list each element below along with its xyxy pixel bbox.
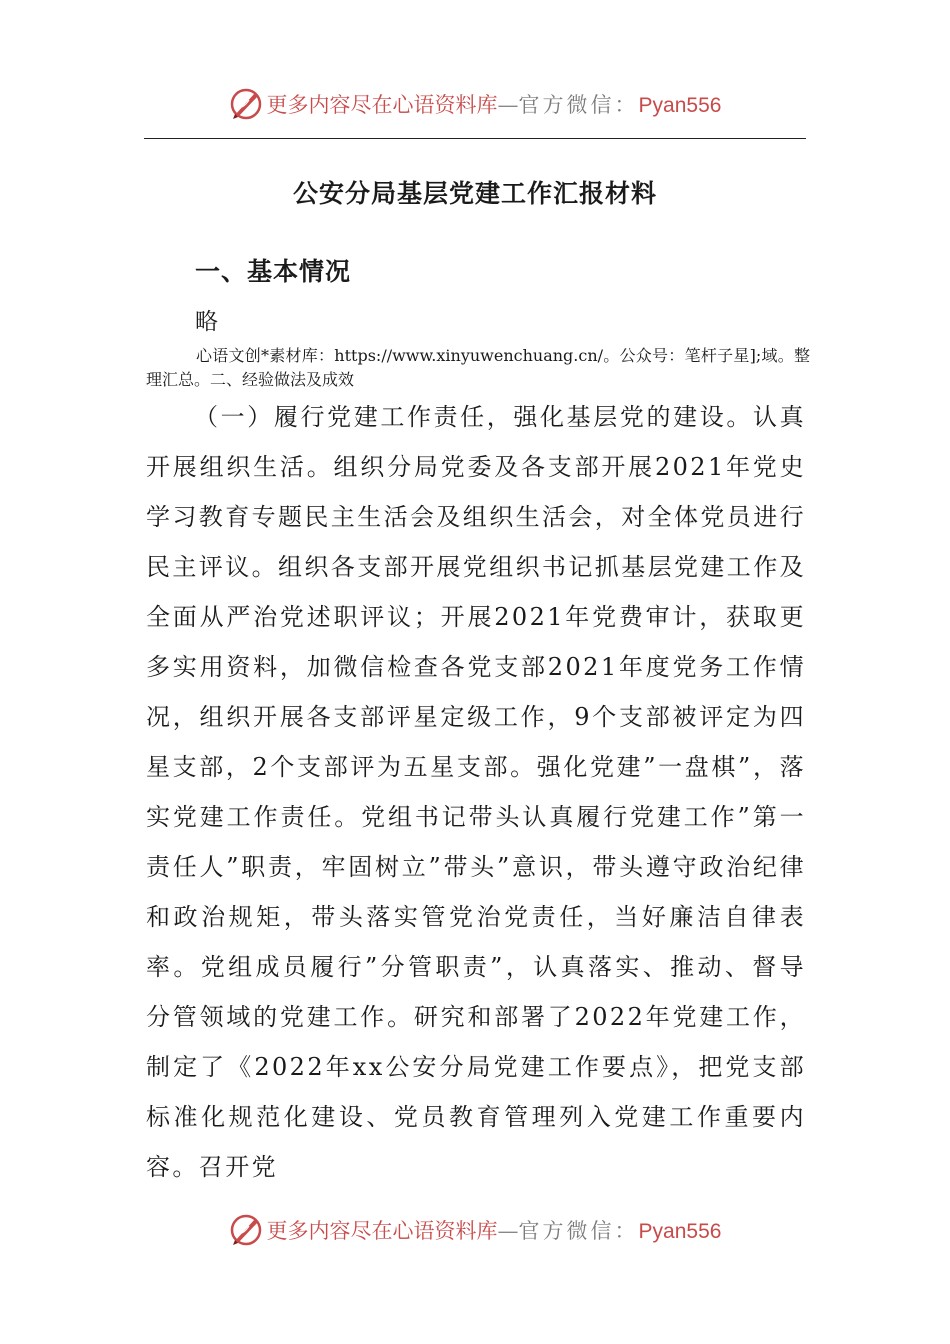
document-title: 公安分局基层党建工作汇报材料 <box>292 179 657 208</box>
banner-main-text: 更多内容尽在心语资料库 <box>266 93 498 117</box>
header-banner <box>0 84 950 124</box>
quill-logo-icon <box>229 87 263 121</box>
section-heading-basic-info: 一、基本情况 <box>195 257 352 286</box>
header-divider <box>144 138 806 139</box>
banner-wechat-label: 官方微信： <box>518 1219 639 1243</box>
banner-wechat-id: Pyan556 <box>638 94 722 117</box>
banner-text <box>267 1215 722 1245</box>
banner-wechat-id: Pyan556 <box>638 1220 722 1243</box>
banner-dash: — <box>497 93 519 117</box>
quill-logo-icon <box>229 1213 263 1247</box>
body-paragraph: （一）履行党建工作责任，强化基层党的建设。认真开展组织生活。组织分局党委及各支部开展2021年党史学习教育专题民主生活会及组织生活会，对全体党员进行民主评议。组织各支部开展党组织书记抓基层党建工作及全面从严治党述职评议；开展2021年党费审计，获取更多实用资料，加微信检查各党支部2021年度党务工作情况，组织开展各支部评星定级工作，9个支部被评定为四星支部，2个支部评为五星支部。强化党建”一盘棋”，落实党建工作责任。党组书记带头认真履行党建工作”第一责任人”职责，牢固树立”带头”意识，带头遵守政治纪律和政治规矩，带头落实管党治党责任，当好廉洁自律表率。党组成员履行”分管职责”，认真落实、推动、督导分管领域的党建工作。研究和部署了2022年党建工作，制定了《2022年xx公安分局党建工作要点》，把党支部标准化规范化建设、党员教育管理列入党建工作重要内容。召开党 <box>146 403 806 1181</box>
section-body-omitted: 略 <box>195 309 218 335</box>
banner-dash: — <box>497 1219 519 1243</box>
banner-text <box>267 89 722 119</box>
banner-main-text: 更多内容尽在心语资料库 <box>266 1219 498 1243</box>
banner-wechat-label: 官方微信： <box>518 93 639 117</box>
footer-banner <box>0 1210 950 1250</box>
source-note: 心语文创*素材库：https://www.xinyuwenchuang.cn/。公众号：笔杆子星];域。整理汇总。二、经验做法及成效 <box>146 346 810 389</box>
